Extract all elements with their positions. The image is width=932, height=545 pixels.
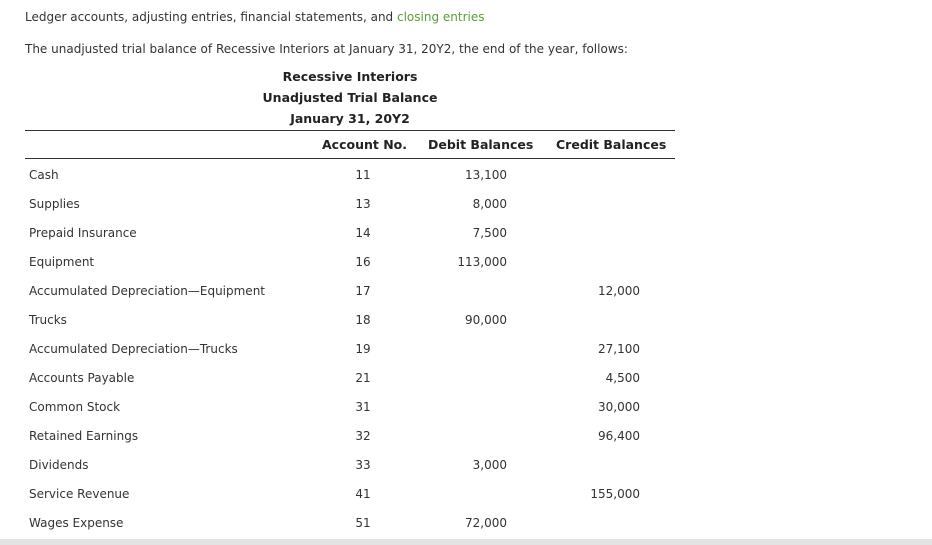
cell-name: Supplies bbox=[29, 197, 80, 211]
closing-entries-link[interactable]: closing entries bbox=[396, 10, 485, 24]
horizontal-scrollbar[interactable] bbox=[0, 539, 932, 545]
cell-name: Prepaid Insurance bbox=[29, 226, 137, 240]
cell-credit: 30,000 bbox=[598, 400, 640, 414]
cell-acct: 41 bbox=[355, 487, 371, 501]
cell-credit: 4,500 bbox=[605, 371, 640, 385]
cell-name: Dividends bbox=[29, 458, 89, 472]
table-row bbox=[0, 284, 932, 313]
cell-name: Equipment bbox=[29, 255, 95, 269]
cell-acct: 13 bbox=[355, 197, 371, 211]
table-row bbox=[0, 255, 932, 284]
cell-acct: 21 bbox=[355, 371, 371, 385]
cell-acct: 33 bbox=[355, 458, 371, 472]
cell-debit: 3,000 bbox=[472, 458, 507, 472]
cell-debit: 90,000 bbox=[465, 313, 507, 327]
cell-acct: 18 bbox=[355, 313, 371, 327]
cell-credit: 27,100 bbox=[598, 342, 640, 356]
cell-name: Accounts Payable bbox=[29, 371, 135, 385]
cell-acct: 51 bbox=[355, 516, 371, 530]
cell-name: Accumulated Depreciation—Trucks bbox=[29, 342, 238, 356]
cell-debit: 113,000 bbox=[457, 255, 507, 269]
company-name: Recessive Interiors bbox=[282, 69, 418, 84]
cell-name: Cash bbox=[29, 168, 59, 182]
statement-title: Unadjusted Trial Balance bbox=[262, 90, 438, 105]
cell-name: Retained Earnings bbox=[29, 429, 139, 443]
table-header-rule bbox=[25, 158, 675, 159]
column-header-account-no: Account No. bbox=[322, 137, 408, 152]
column-header-credit: Credit Balances bbox=[556, 137, 667, 152]
cell-debit: 7,500 bbox=[472, 226, 507, 240]
table-row bbox=[0, 342, 932, 371]
table-row bbox=[0, 400, 932, 429]
cell-name: Common Stock bbox=[29, 400, 121, 414]
cell-acct: 11 bbox=[355, 168, 371, 182]
problem-heading bbox=[25, 10, 484, 24]
cell-name: Trucks bbox=[29, 313, 67, 327]
cell-credit: 155,000 bbox=[590, 487, 640, 501]
cell-name: Wages Expense bbox=[29, 516, 124, 530]
cell-acct: 31 bbox=[355, 400, 371, 414]
cell-acct: 17 bbox=[355, 284, 371, 298]
cell-debit: 72,000 bbox=[465, 516, 507, 530]
cell-acct: 14 bbox=[355, 226, 371, 240]
statement-date: January 31, 20Y2 bbox=[290, 111, 410, 126]
column-header-debit: Debit Balances bbox=[428, 137, 534, 152]
table-row bbox=[0, 226, 932, 255]
cell-acct: 32 bbox=[355, 429, 371, 443]
cell-name: Accumulated Depreciation—Equipment bbox=[29, 284, 266, 298]
heading-text: Ledger accounts, adjusting entries, financial statements, and bbox=[25, 10, 397, 24]
cell-name: Service Revenue bbox=[29, 487, 130, 501]
table-row bbox=[0, 458, 932, 487]
table-row bbox=[0, 197, 932, 226]
cell-debit: 8,000 bbox=[472, 197, 507, 211]
cell-credit: 96,400 bbox=[598, 429, 640, 443]
table-row bbox=[0, 487, 932, 516]
table-row bbox=[0, 429, 932, 458]
cell-credit: 12,000 bbox=[598, 284, 640, 298]
table-row bbox=[0, 168, 932, 197]
cell-acct: 16 bbox=[355, 255, 371, 269]
table-row bbox=[0, 371, 932, 400]
table-row bbox=[0, 313, 932, 342]
intro-text: The unadjusted trial balance of Recessive Interiors at January 31, 20Y2, the end of the year, follows: bbox=[25, 42, 628, 56]
table-top-rule bbox=[25, 130, 675, 131]
cell-acct: 19 bbox=[355, 342, 371, 356]
cell-debit: 13,100 bbox=[465, 168, 507, 182]
